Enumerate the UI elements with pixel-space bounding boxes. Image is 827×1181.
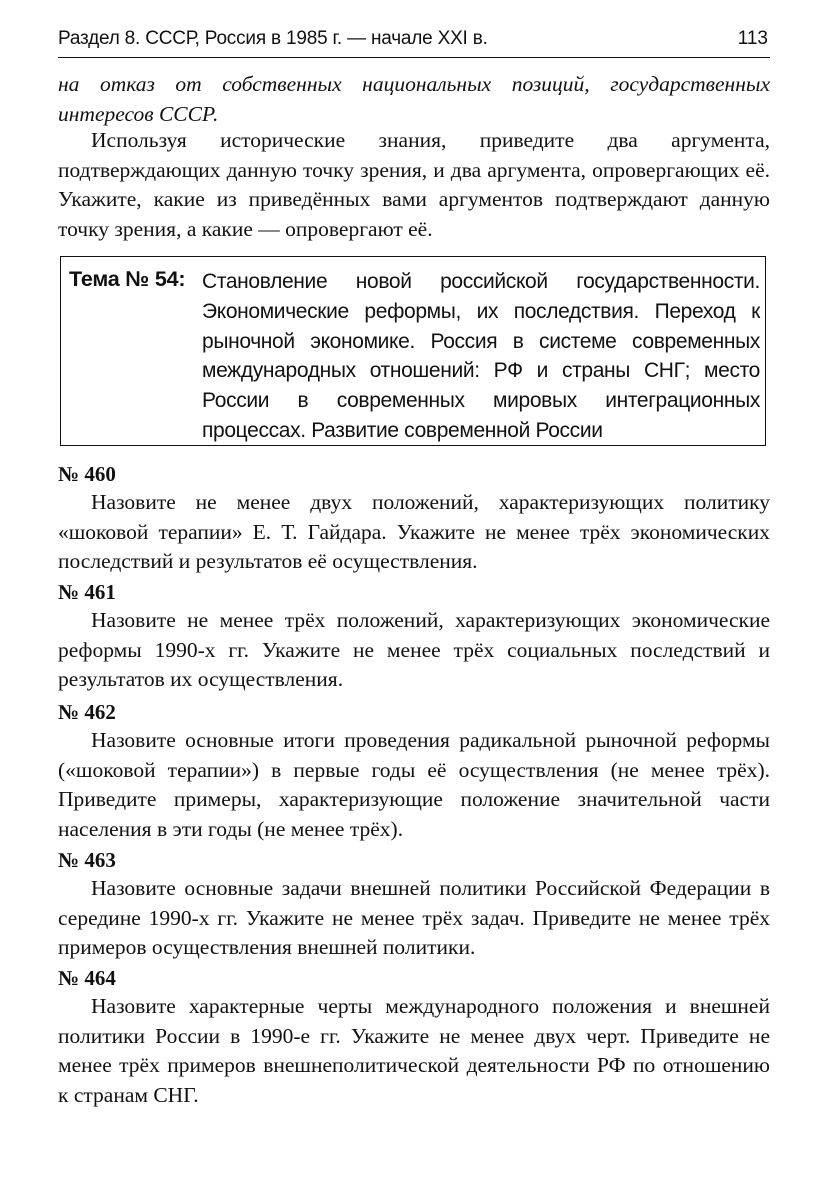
page-number: 113 — [737, 28, 768, 49]
topic-title: Становление новой российской государственности. Экономические реформы, их последствия. Переход к рыночной экономике. Россия в системе современных международных отношений: РФ и страны СНГ; место России в современных мировых интеграционных процессах. Развитие современной России — [202, 270, 760, 442]
argument-paragraph — [58, 126, 770, 244]
section-title: Раздел 8. СССР, Россия в 1985 г. — начале XXI в. — [58, 28, 488, 49]
task-number: № 460 — [58, 462, 116, 486]
header-rule — [58, 57, 770, 58]
italic-continuation: на отказ от собственных национальных позиций, государственных интересов СССР. — [58, 72, 770, 126]
task-463 — [58, 846, 770, 963]
task-number: № 462 — [58, 700, 116, 724]
task-text: Назовите не менее трёх положений, характеризующих экономические реформы 1990-х гг. Укажите не менее трёх социальных последствий и результатов их осуществления. — [58, 608, 770, 691]
task-number: № 463 — [58, 848, 116, 872]
argument-paragraph-text: Используя исторические знания, приведите два аргумента, подтверждающих данную точку зрения, и два аргумента, опровергающих её. Укажите, какие из приведённых вами аргументов подтверждают данную точку зрения, а какие — опровергают её. — [58, 128, 770, 241]
task-text: Назовите характерные черты международного положения и внешней политики России в 1990-е гг. Укажите не менее двух черт. Приведите не менее трёх примеров внешнеполитической деятельности РФ по отношению к странам СНГ. — [58, 994, 770, 1107]
topic-box — [60, 256, 766, 446]
task-number: № 461 — [58, 580, 116, 604]
task-460 — [58, 460, 770, 577]
topic-label: Тема № 54: — [69, 267, 186, 291]
running-header — [58, 24, 770, 56]
task-text: Назовите основные задачи внешней политики Российской Федерации в середине 1990-х гг. Укажите не менее трёх задач. Приведите не менее трёх примеров осуществления внешней политики. — [58, 876, 770, 959]
task-461 — [58, 578, 770, 695]
task-text: Назовите основные итоги проведения радикальной рыночной реформы («шоковой терапии») в первые годы её осуществления (не менее трёх). Приведите примеры, характеризующие положение значительной части населения в эти годы (не менее трёх). — [58, 728, 770, 841]
task-464 — [58, 964, 770, 1110]
task-number: № 464 — [58, 966, 116, 990]
task-462 — [58, 698, 770, 844]
task-text: Назовите не менее двух положений, характеризующих политику «шоковой терапии» Е. Т. Гайдара. Укажите не менее трёх экономических последствий и результатов её осуществления. — [58, 490, 770, 573]
